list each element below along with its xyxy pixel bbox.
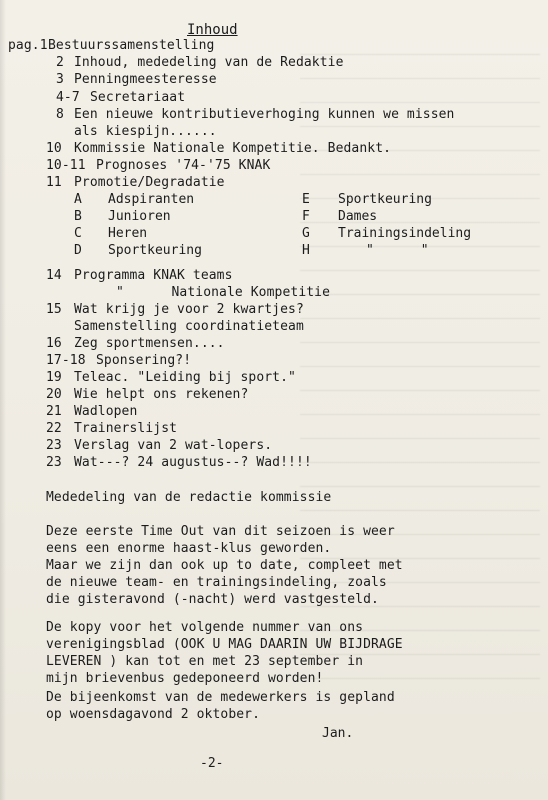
toc-entry <box>8 38 48 54</box>
toc-entry-text: Kommissie Nationale Kompetitie. Bedankt. <box>74 141 392 156</box>
toc-entry-text: Wat krijg je voor 2 kwartjes? <box>74 302 304 317</box>
grid-letter: H <box>302 243 310 258</box>
page-number: -2- <box>200 756 224 771</box>
toc-entry-text: Programma KNAK teams <box>74 268 233 283</box>
toc-entry-number: 19 <box>46 370 62 385</box>
grid-letter: A <box>74 192 82 207</box>
grid-text: Junioren <box>108 209 171 224</box>
paragraph-line: De kopy voor het volgende nummer van ons <box>46 620 364 635</box>
toc-entry-text: Promotie/Degradatie <box>74 175 225 190</box>
toc-entry-number: 15 <box>46 302 62 317</box>
grid-letter: F <box>302 209 310 224</box>
grid-letter: E <box>302 192 310 207</box>
toc-entry-number: 22 <box>46 421 62 436</box>
toc-entry-text: Trainerslijst <box>74 421 178 436</box>
grid-text: Trainingsindeling <box>338 226 472 241</box>
grid-text: Dames <box>338 209 378 224</box>
page-edge-shadow <box>0 0 6 800</box>
paragraph-line: LEVEREN ) kan tot en met 23 september in <box>46 654 364 669</box>
toc-entry-text: Penningmeesteresse <box>74 72 217 87</box>
toc-title: Inhoud <box>187 22 238 38</box>
grid-letter: C <box>74 226 82 241</box>
section-heading: Mededeling van de redactie kommissie <box>46 490 332 505</box>
toc-entry-text: Inhoud, mededeling van de Redaktie <box>74 55 344 70</box>
toc-entry-text: Een nieuwe kontributieverhoging kunnen we missen <box>74 107 455 122</box>
toc-entry-number: 2 <box>56 55 64 70</box>
grid-text: Sportkeuring <box>108 243 202 258</box>
toc-entry-text: Zeg sportmensen.... <box>74 336 225 351</box>
toc-entry-number: 16 <box>46 336 62 351</box>
toc-entry-text: Prognoses '74-'75 KNAK <box>96 158 271 173</box>
toc-entry-number: 8 <box>56 107 64 122</box>
toc-entry-text: Wat---? 24 augustus--? Wad!!!! <box>74 455 312 470</box>
grid-letter: D <box>74 243 82 258</box>
toc-entry-continuation: " Nationale Kompetitie <box>116 285 331 300</box>
toc-entry-text: Verslag van 2 wat-lopers. <box>74 438 273 453</box>
toc-entry-text: Wadlopen <box>74 404 138 419</box>
toc-entry-text: Wie helpt ons rekenen? <box>74 387 249 402</box>
toc-entry-text: Teleac. "Leiding bij sport." <box>74 370 296 385</box>
toc-entry-number: 17-18 <box>46 353 86 368</box>
paragraph-line: die gisteravond (-nacht) werd vastgesteld. <box>46 592 379 607</box>
grid-letter: B <box>74 209 82 224</box>
grid-text: " " <box>366 243 429 258</box>
toc-entry-number: 11 <box>46 175 62 190</box>
toc-entry-number: 23 <box>46 438 62 453</box>
grid-text: Heren <box>108 226 148 241</box>
paragraph-line: mijn brievenbus gedeponeerd worden! <box>46 671 324 686</box>
paragraph-line: Maar we zijn dan ook up to date, compleet met <box>46 558 403 573</box>
toc-entry-number: 10 <box>46 141 62 156</box>
toc-entry-number: 20 <box>46 387 62 402</box>
paragraph-line: de nieuwe team- en trainingsindeling, zoals <box>46 575 387 590</box>
toc-entry-number: 10-11 <box>46 158 86 173</box>
toc-entry-continuation: Samenstelling coordinatieteam <box>74 319 304 334</box>
toc-entry-continuation: als kiespijn...... <box>74 124 217 139</box>
signature: Jan. <box>322 726 354 741</box>
toc-entry-number: 3 <box>56 72 64 87</box>
toc-entry-number: 23 <box>46 455 62 470</box>
toc-entry-text: Secretariaat <box>90 90 186 105</box>
toc-entry-number: pag.1 <box>8 38 48 53</box>
grid-text: Sportkeuring <box>338 192 432 207</box>
toc-entry-text: Sponsering?! <box>96 353 192 368</box>
paragraph-line: verenigingsblad (OOK U MAG DAARIN UW BIJDRAGE <box>46 637 403 652</box>
paragraph-line: De bijeenkomst van de medewerkers is gepland <box>46 690 395 705</box>
toc-entry-number: 4-7 <box>56 90 80 105</box>
toc-entry-text: Bestuurssamenstelling <box>48 38 215 53</box>
paragraph-line: op woensdagavond 2 oktober. <box>46 707 261 722</box>
paragraph-line: eens een enorme haast-klus geworden. <box>46 541 332 556</box>
toc-entry-number: 14 <box>46 268 62 283</box>
toc-entry-number: 21 <box>46 404 62 419</box>
grid-text: Adspiranten <box>108 192 195 207</box>
paragraph-line: Deze eerste Time Out van dit seizoen is weer <box>46 524 395 539</box>
grid-letter: G <box>302 226 310 241</box>
